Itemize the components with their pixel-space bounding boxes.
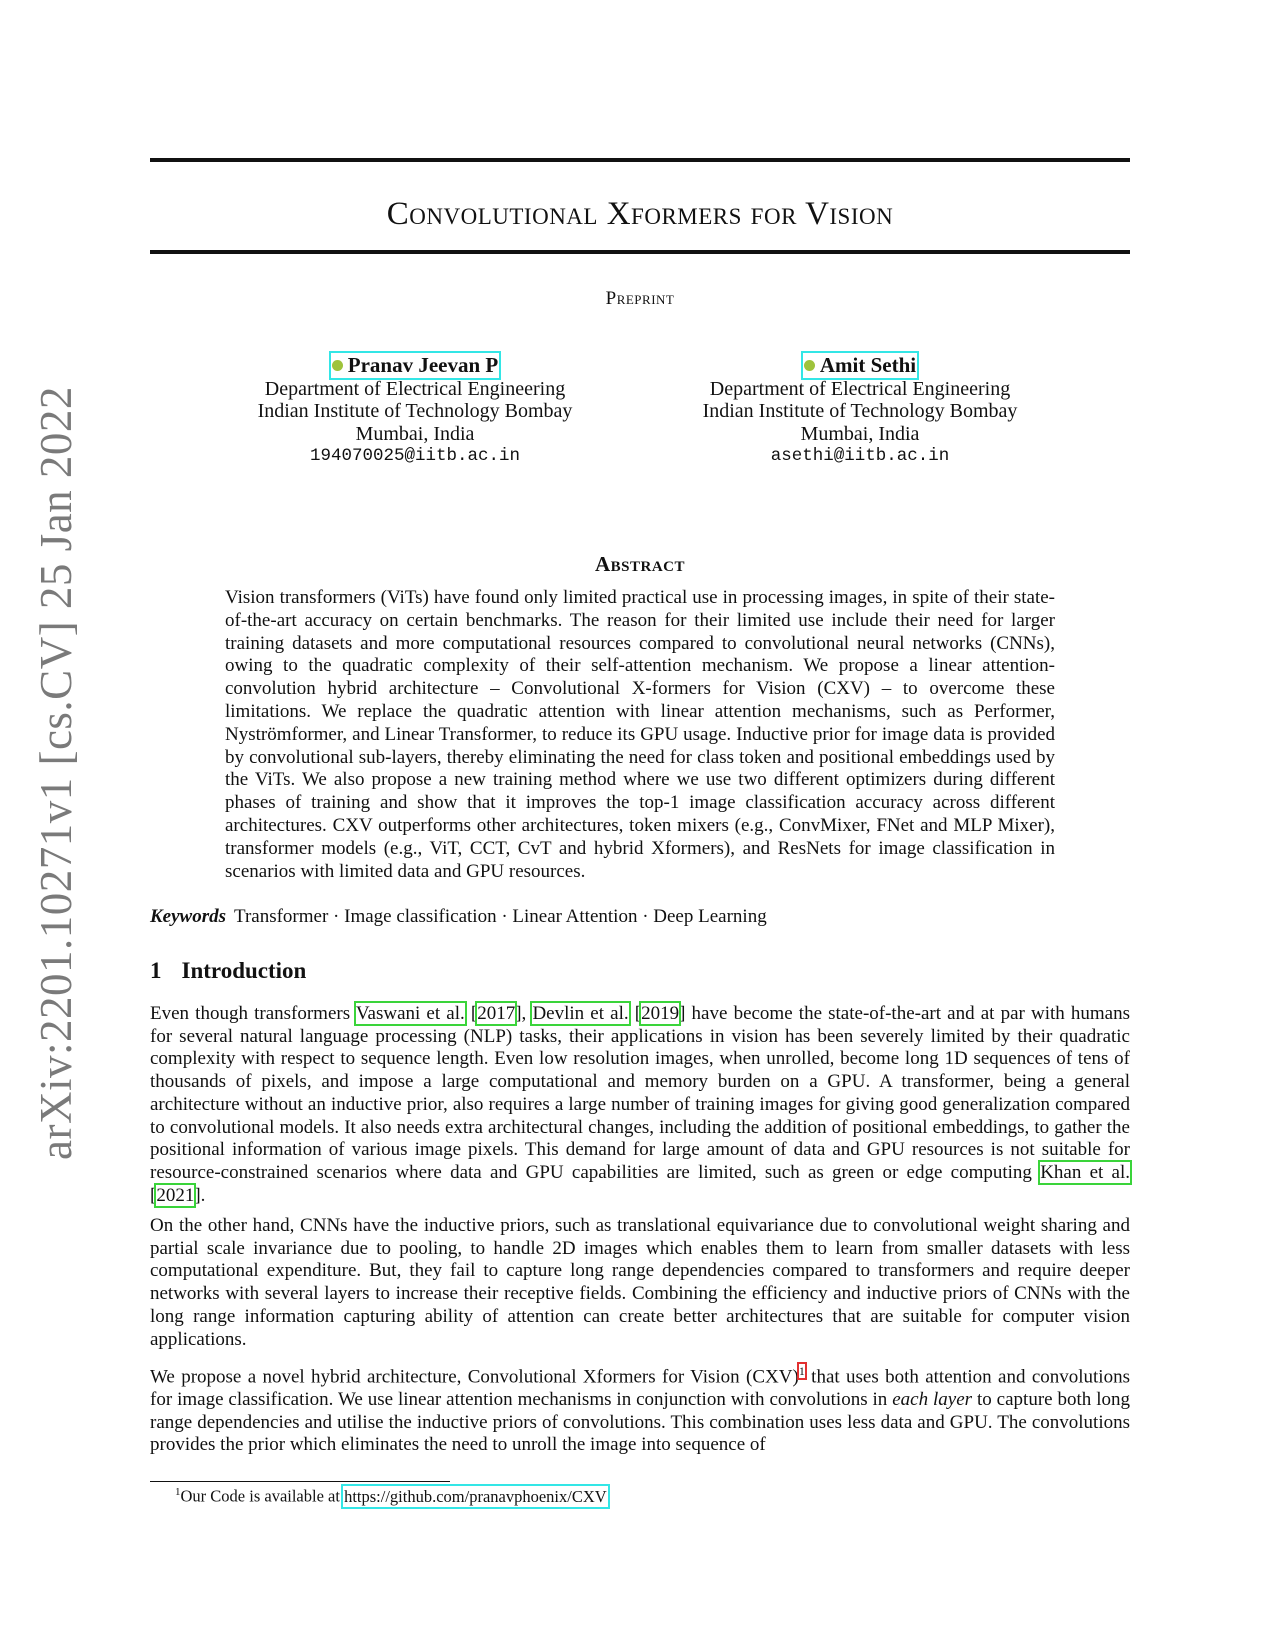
paragraph-3: We propose a novel hybrid architecture, Convolutional Xformers for Vision (CXV)$^1$ that uses both attention and convolutions for image classification. We use linear attention mechanisms in conjunction with convolutions in each layer to capture both long range dependencies and utilise the inductive priors of convolutions. This combination uses less data and GPU. The convolutions provides the prior which eliminates the need to unroll the image into sequence of (150, 1364, 1130, 1456)
preprint-label: Preprint (605, 288, 675, 309)
section-number: 1 (150, 958, 162, 983)
keywords-text: Transformer · Image classification · Linear Attention · Deep Learning (234, 906, 767, 927)
title-top-rule (150, 158, 1130, 162)
paper-title: Convolutional Xformers for Vision (386, 196, 894, 232)
citation-year-link-2021[interactable]: 2021 (156, 1184, 195, 1206)
paragraph-1: Even though transformers Vaswani et al. [2017], Devlin et al. [2019] have become the state-of-the-art and at par with humans for several natural language processing (NLP) tasks, their applications in vision has been severely limited by their quadratic complexity with respect to sequence length. Even low resolution images, when unrolled, become long 1D sequences of tens of thousands of pixels, and impose a large computational and memory burden on a GPU. A transformer, being a general architecture without an inductive prior, also requires a large number of training images for giving good generalization compared to convolutional models. It also needs extra architectural changes, including the addition of positional embeddings, to gather the positional information of various image pixels. This demand for large amount of data and GPU resources is not suitable for resource-constrained scenarios where data and GPU capabilities are limited, such as green or edge computing Khan et al. [2021]. (150, 1003, 1131, 1206)
author-name-link-1[interactable]: Pranav Jeevan P (332, 354, 498, 377)
abstract-heading: Abstract (594, 552, 686, 576)
keywords-label: Keywords (150, 906, 226, 927)
author-dept-1: Department of Electrical Engineering (264, 377, 566, 400)
citation-link-khan[interactable]: Khan et al. (1040, 1161, 1130, 1183)
orcid-icon[interactable] (332, 360, 343, 371)
author-inst-2: Indian Institute of Technology Bombay (702, 400, 1018, 422)
author-loc-2: Mumbai, India (800, 422, 920, 445)
paragraph-2: On the other hand, CNNs have the inductive priors, such as translational equivariance due to convolutional weight sharing and partial scale invariance due to pooling, to handle 2D images which enables them to learn from smaller datasets with less computational expenditure. But, they fail to capture long range dependencies compared to transformers and require deeper networks with several layers to increase their receptive fields. Combining the efficiency and inductive priors of CNNs with the long range information capturing ability of attention can create better architectures that are suitable for computer vision applications. (150, 1215, 1130, 1350)
author-block-1 (205, 354, 625, 468)
author-email-1: 194070025@iitb.ac.in (309, 446, 521, 466)
section-heading-introduction (150, 958, 306, 984)
author-name-link-2[interactable]: Amit Sethi (804, 354, 916, 377)
section-title: Introduction (181, 958, 307, 983)
footnote-rule (150, 1481, 450, 1482)
footnote: $^1$Our Code is available at https://github.com/pranavphoenix/CXV (175, 1486, 607, 1506)
author-block-2 (650, 354, 1070, 468)
arxiv-stamp: arXiv:2201.10271v1 [cs.CV] 25 Jan 2022 (31, 386, 81, 1160)
author-dept-2: Department of Electrical Engineering (709, 377, 1011, 400)
code-url-link[interactable]: https://github.com/pranavphoenix/CXV (344, 1486, 607, 1506)
title-bottom-rule (150, 250, 1130, 254)
citation-year-link-2019[interactable]: 2019 (641, 1003, 680, 1024)
citation-year-link-2017[interactable]: 2017 (477, 1003, 516, 1024)
orcid-icon[interactable] (804, 360, 815, 371)
footnote-mark-link[interactable]: 1 (798, 1364, 805, 1378)
citation-link-vaswani[interactable]: Vaswani et al. (355, 1003, 465, 1024)
keywords-line (150, 906, 767, 928)
author-email-2: asethi@iitb.ac.in (770, 446, 950, 466)
abstract-text: Vision transformers (ViTs) have found only limited practical use in processing images, in spite of their state-of-the-art accuracy on certain benchmarks. The reason for their limited use include their need for larger training datasets and more computational resources compared to convolutional neural networks (CNNs), owing to the quadratic complexity of their self-attention mechanism. We propose a linear attention-convolution hybrid architecture – Convolutional X-formers for Vision (CXV) – to overcome these limitations. We replace the quadratic attention with linear attention mechanisms, such as Performer, Nyströmformer, and Linear Transformer, to reduce its GPU usage. Inductive prior for image data is provided by convolutional sub-layers, thereby eliminating the need for class token and positional embeddings used by the ViTs. We also propose a new training method where we use two different optimizers during different phases of training and show that it improves the top-1 image classification accuracy across different architectures. CXV outperforms other architectures, token mixers (e.g., ConvMixer, FNet and MLP Mixer), transformer models (e.g., ViT, CCT, CvT and hybrid Xformers), and ResNets for image classification in scenarios with limited data and GPU resources. (225, 587, 1055, 882)
author-loc-1: Mumbai, India (355, 422, 475, 445)
citation-link-devlin[interactable]: Devlin et al. (532, 1003, 629, 1024)
author-inst-1: Indian Institute of Technology Bombay (257, 400, 573, 422)
